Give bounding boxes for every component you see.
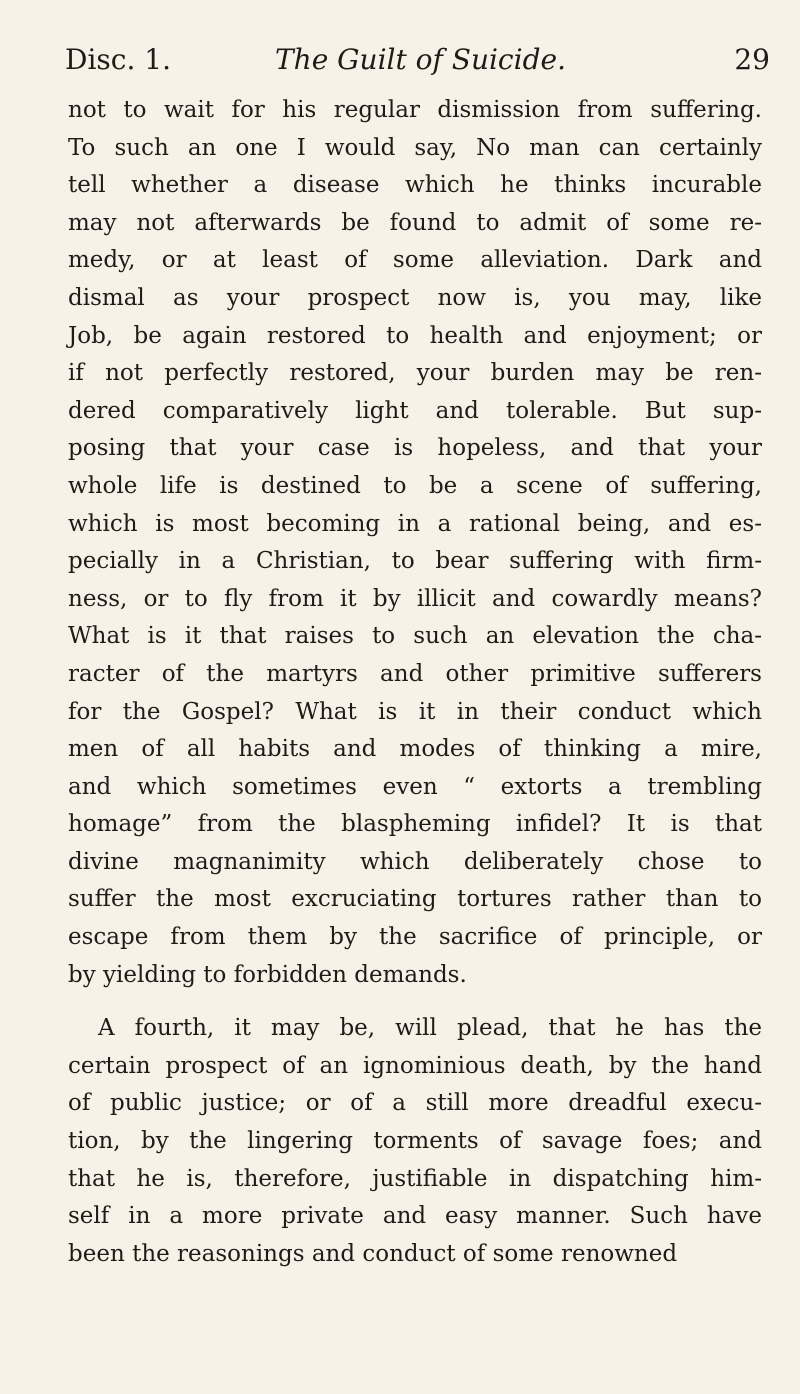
text-line: which is most becoming in a rational being, and es- <box>68 510 762 537</box>
text-line: dismal as your prospect now is, you may, like <box>68 284 762 311</box>
text-line: To such an one I would say, No man can certainly <box>68 134 762 161</box>
paragraph-gap <box>68 994 762 1010</box>
text-line: suffer the most excruciating tortures rather than to <box>68 886 762 913</box>
text-line: Job, be again restored to health and enjoyment; or <box>68 322 762 349</box>
body-text <box>68 92 762 1273</box>
text-line: may not afterwards be found to admit of some re- <box>68 209 762 236</box>
text-line: divine magnanimity which deliberately chose to <box>68 848 762 875</box>
text-line: if not perfectly restored, your burden may be ren- <box>68 360 762 387</box>
running-header <box>65 40 770 80</box>
text-line: posing that your case is hopeless, and that your <box>68 435 762 462</box>
paragraph-2 <box>68 1010 762 1273</box>
text-line: for the Gospel? What is it in their conduct which <box>68 698 762 725</box>
text-line: dered comparatively light and tolerable. But sup- <box>68 397 762 424</box>
paragraph-1 <box>68 92 762 994</box>
text-line: escape from them by the sacrifice of principle, or <box>68 924 762 951</box>
page-number: 29 <box>734 43 770 76</box>
running-title: The Guilt of Suicide. <box>275 43 566 76</box>
text-line: and which sometimes even “ extorts a trembling <box>68 773 762 800</box>
text-line: not to wait for his regular dismission from suffering. <box>68 97 762 123</box>
text-line: ness, or to fly from it by illicit and cowardly means? <box>68 585 762 612</box>
text-line: that he is, therefore, justifiable in dispatching him- <box>68 1165 762 1192</box>
text-line: pecially in a Christian, to bear suffering with firm- <box>68 548 762 575</box>
text-line: A fourth, it may be, will plead, that he has the <box>98 1015 762 1042</box>
text-line: certain prospect of an ignominious death, by the hand <box>68 1052 762 1079</box>
text-line: medy, or at least of some alleviation. Dark and <box>68 247 762 274</box>
text-line: whole life is destined to be a scene of suffering, <box>68 472 762 499</box>
discourse-number: Disc. 1. <box>65 43 171 76</box>
text-line: by yielding to forbidden demands. <box>68 961 467 988</box>
text-line: homage” from the blaspheming infidel? It is that <box>68 811 762 838</box>
text-line: tell whether a disease which he thinks incurable <box>68 172 762 199</box>
text-line: been the reasonings and conduct of some renowned <box>68 1240 678 1267</box>
text-line: self in a more private and easy manner. Such have <box>68 1203 762 1230</box>
text-line: tion, by the lingering torments of savage foes; and <box>68 1128 762 1155</box>
text-line: What is it that raises to such an elevation the cha- <box>68 623 762 650</box>
text-line: of public justice; or of a still more dreadful execu- <box>68 1090 762 1117</box>
text-line: men of all habits and modes of thinking a mire, <box>68 736 762 763</box>
text-line: racter of the martyrs and other primitive sufferers <box>68 660 762 687</box>
